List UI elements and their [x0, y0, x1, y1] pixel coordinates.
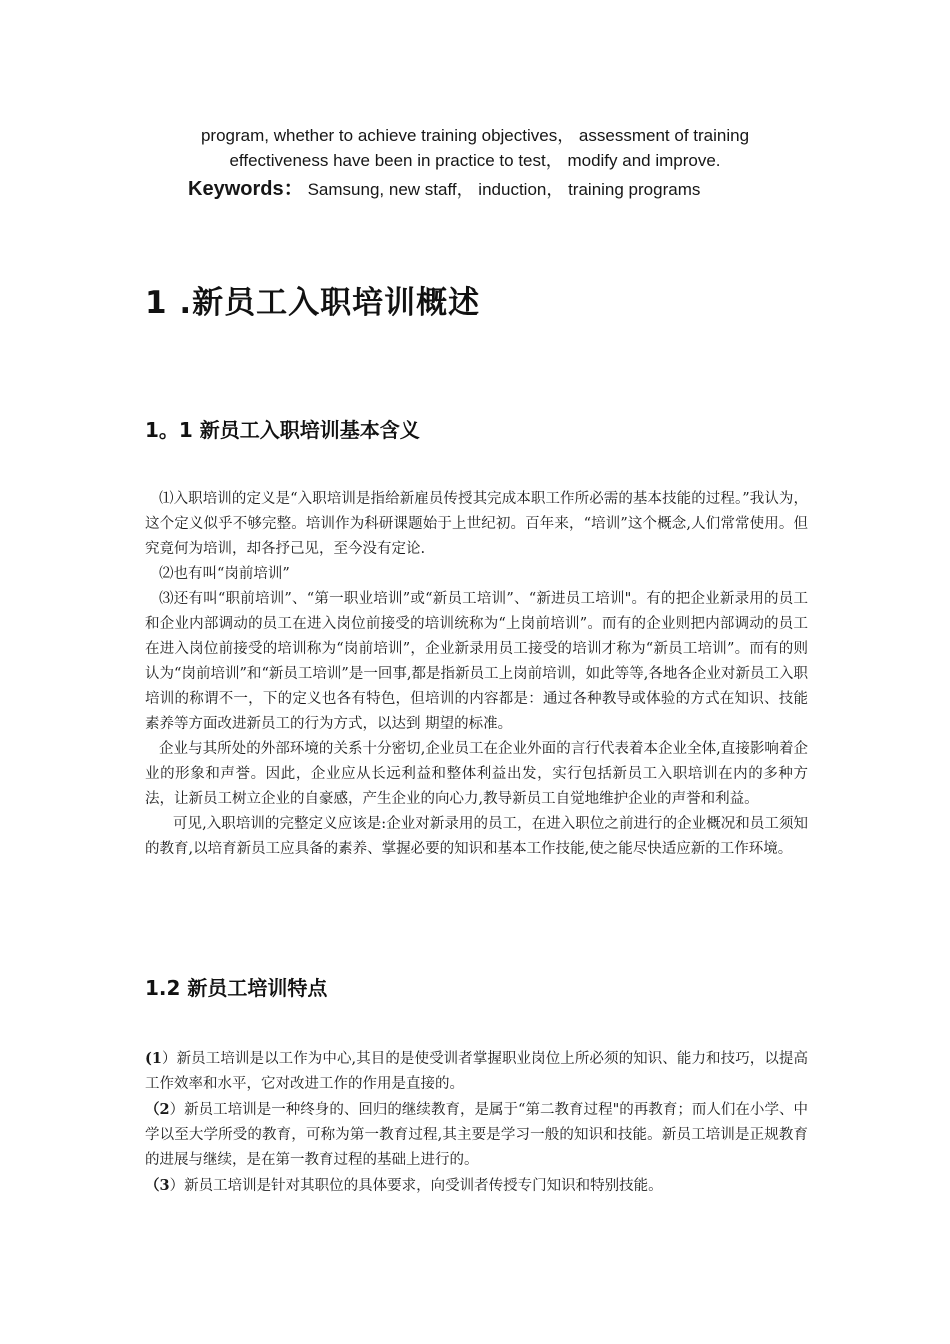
abstract-line: effectiveness have been in practice to test， modify and improve.	[229, 151, 721, 170]
section-1-2-body	[145, 1046, 808, 1199]
abstract-line: program, whether to achieve training objectives， assessment of training	[200, 126, 750, 145]
keywords-text: Samsung, new staff， induction， training programs	[307, 180, 701, 199]
list-item-number: (1	[145, 1050, 162, 1067]
list-item-text: ）新员工培训是一种终身的、回归的继续教育，是属于“第二教育过程"的再教育；而人们在小学、中学以至大学所受的教育，可称为第一教育过程,其主要是学习一般的知识和技能。新员工培训是正规教育的进展与继续，是在第一教育过程的基础上进行的。	[145, 1102, 808, 1168]
paragraph: ⑵也有叫“岗前培训”	[159, 566, 290, 582]
paragraph: 企业与其所处的外部环境的关系十分密切,企业员工在企业外面的言行代表着本企业全体,直接影响着企业的形象和声誉。因此，企业应从长远利益和整体利益出发，实行包括新员工入职培训在内的多种方法，让新员工树立企业的自豪感，产生企业的向心力,教导新员工自觉地维护企业的声誉和利益。	[145, 741, 808, 807]
list-item-text: ）新员工培训是针对其职位的具体要求，向受训者传授专门知识和特别技能。	[169, 1178, 663, 1194]
section-heading-1-1: 1。1 新员工入职培训基本含义	[145, 418, 420, 442]
abstract-block	[120, 123, 830, 173]
paragraph: ⑴入职培训的定义是“入职培训是指给新雇员传授其完成本职工作所必需的基本技能的过程。”我认为，这个定义似乎不够完整。培训作为科研课题始于上世纪初。百年来，“培训”这个概念,人们常常使用。但究竟何为培训，却各抒己见，至今没有定论.	[145, 491, 808, 557]
list-item-number: （2	[145, 1101, 170, 1118]
list-item-text: ）新员工培训是以工作为中心,其目的是使受训者掌握职业岗位上所必须的知识、能力和技巧，以提高工作效率和水平，它对改进工作的作用是直接的。	[145, 1051, 808, 1092]
section-heading-1-2: 1.2 新员工培训特点	[145, 976, 328, 1000]
paragraph: ⑶还有叫“职前培训”、“第一职业培训”或“新员工培训”、“新进员工培训"。有的把企业新录用的员工和企业内部调动的员工在进入岗位前接受的培训统称为“上岗前培训”。而有的企业则把内部调动的员工在进入岗位前接受的培训称为“岗前培训”，企业新录用员工接受的培训才称为“新员工培训”。而有的则认为“岗前培训”和“新员工培训”是一回事,都是指新员工上岗前培训，如此等等,各地各企业对新员工入职培训的称谓不一，下的定义也各有特色，但培训的内容都是：通过各种教导或体验的方式在知识、技能素养等方面改进新员工的行为方式，以达到 期望的标准。	[145, 591, 808, 732]
keywords-line	[188, 172, 700, 201]
list-item	[145, 1097, 808, 1173]
list-item-number: （3	[145, 1177, 170, 1194]
list-item	[145, 1173, 808, 1199]
chapter-title: 1 .新员工入职培训概述	[145, 285, 481, 321]
list-item	[145, 1046, 808, 1097]
paragraph: 可见,入职培训的完整定义应该是:企业对新录用的员工，在进入职位之前进行的企业概况和员工须知的教育,以培育新员工应具备的素养、掌握必要的知识和基本工作技能,使之能尽快适应新的工作环境。	[145, 816, 808, 857]
keywords-label: Keywords：	[188, 178, 304, 200]
section-1-1-body	[145, 487, 808, 862]
